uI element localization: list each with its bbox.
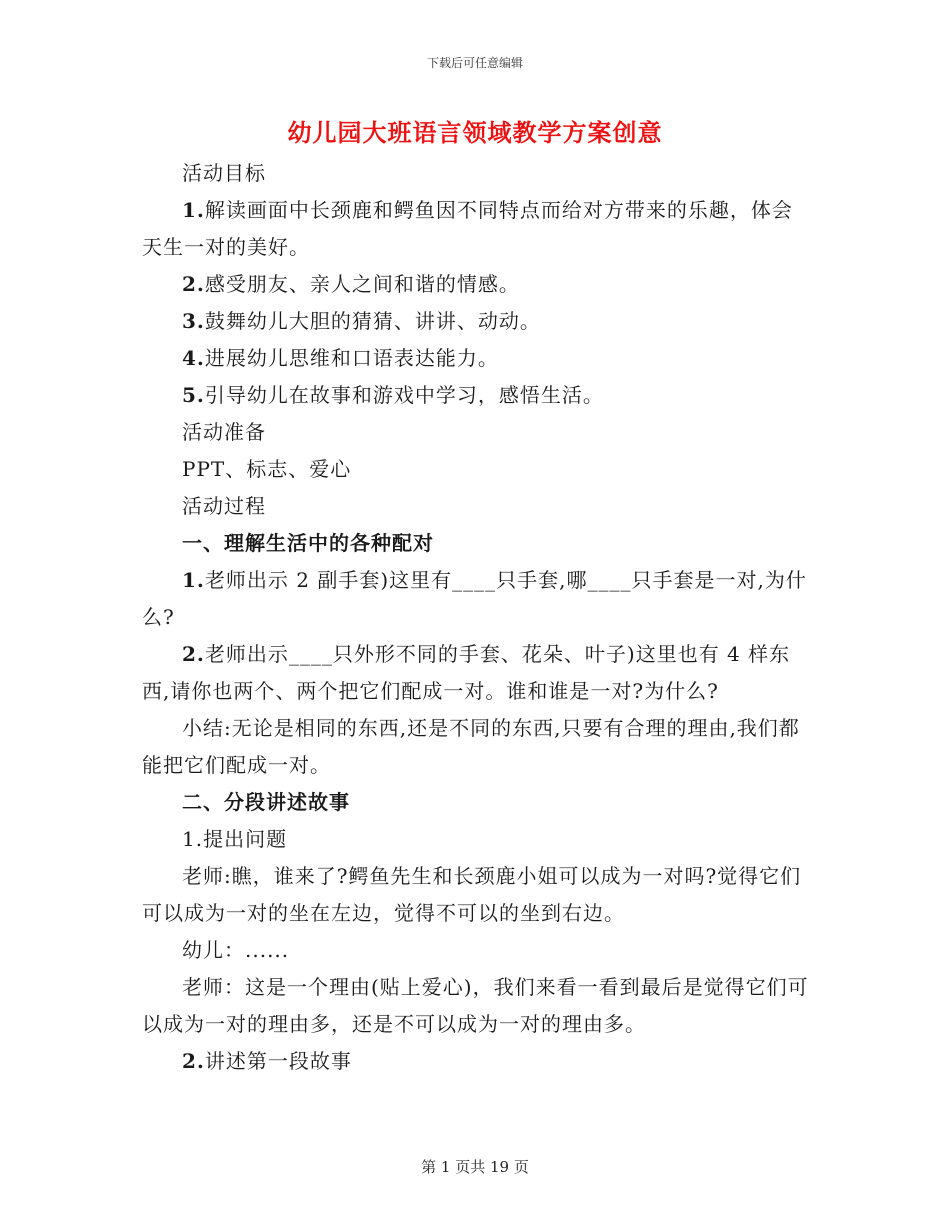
paragraph: PPT、标志、爱心	[182, 457, 352, 481]
page-footer-number: 第 1 页共 19 页	[421, 1158, 529, 1176]
paragraph: 1.提出问题	[182, 827, 288, 851]
paragraph: 活动准备	[182, 420, 266, 444]
list-number: 1.	[182, 568, 205, 592]
list-number: 2.	[182, 1049, 205, 1073]
paragraph: 活动目标	[182, 161, 266, 185]
paragraph: 老师:瞧，谁来了?鳄鱼先生和长颈鹿小姐可以成为一对吗?觉得它们可以成为一对的坐在左边，觉得不可以的坐到右边。	[142, 864, 802, 925]
list-number: 1.	[182, 198, 205, 222]
document-body	[142, 155, 810, 1080]
section-heading: 一、理解生活中的各种配对	[182, 531, 434, 555]
paragraph: 小结:无论是相同的东西,还是不同的东西,只要有合理的理由,我们都能把它们配成一对。	[142, 716, 800, 777]
document-title: 幼儿园大班语言领域教学方案创意	[287, 118, 663, 147]
paragraph: 2.感受朋友、亲人之间和谐的情感。	[182, 272, 520, 296]
list-number: 4.	[182, 346, 205, 370]
paragraph: 2.老师出示____只外形不同的手套、花朵、叶子)这里也有 4 样东西,请你也两个、两个把它们配成一对。谁和谁是一对?为什么?	[142, 642, 791, 703]
paragraph: 2.讲述第一段故事	[182, 1049, 352, 1073]
paragraph: 1.老师出示 2 副手套)这里有____只手套,哪____只手套是一对,为什么?	[142, 568, 807, 629]
list-number: 5.	[182, 383, 205, 407]
paragraph: 老师：这是一个理由(贴上爱心)，我们来看一看到最后是觉得它们可以成为一对的理由多，还是不可以成为一对的理由多。	[142, 975, 809, 1036]
paragraph: 活动过程	[182, 494, 266, 518]
paragraph: 幼儿：......	[182, 938, 290, 962]
paragraph: 1.解读画面中长颈鹿和鳄鱼因不同特点而给对方带来的乐趣，体会天生一对的美好。	[142, 198, 793, 259]
page-header-note: 下载后可任意编辑	[426, 56, 523, 70]
paragraph: 5.引导幼儿在故事和游戏中学习，感悟生活。	[182, 383, 604, 407]
section-heading: 二、分段讲述故事	[182, 790, 350, 814]
paragraph: 3.鼓舞幼儿大胆的猜猜、讲讲、动动。	[182, 309, 541, 333]
list-number: 3.	[182, 309, 205, 333]
list-number: 2.	[182, 642, 205, 666]
list-number: 2.	[182, 272, 205, 296]
paragraph: 4.进展幼儿思维和口语表达能力。	[182, 346, 499, 370]
